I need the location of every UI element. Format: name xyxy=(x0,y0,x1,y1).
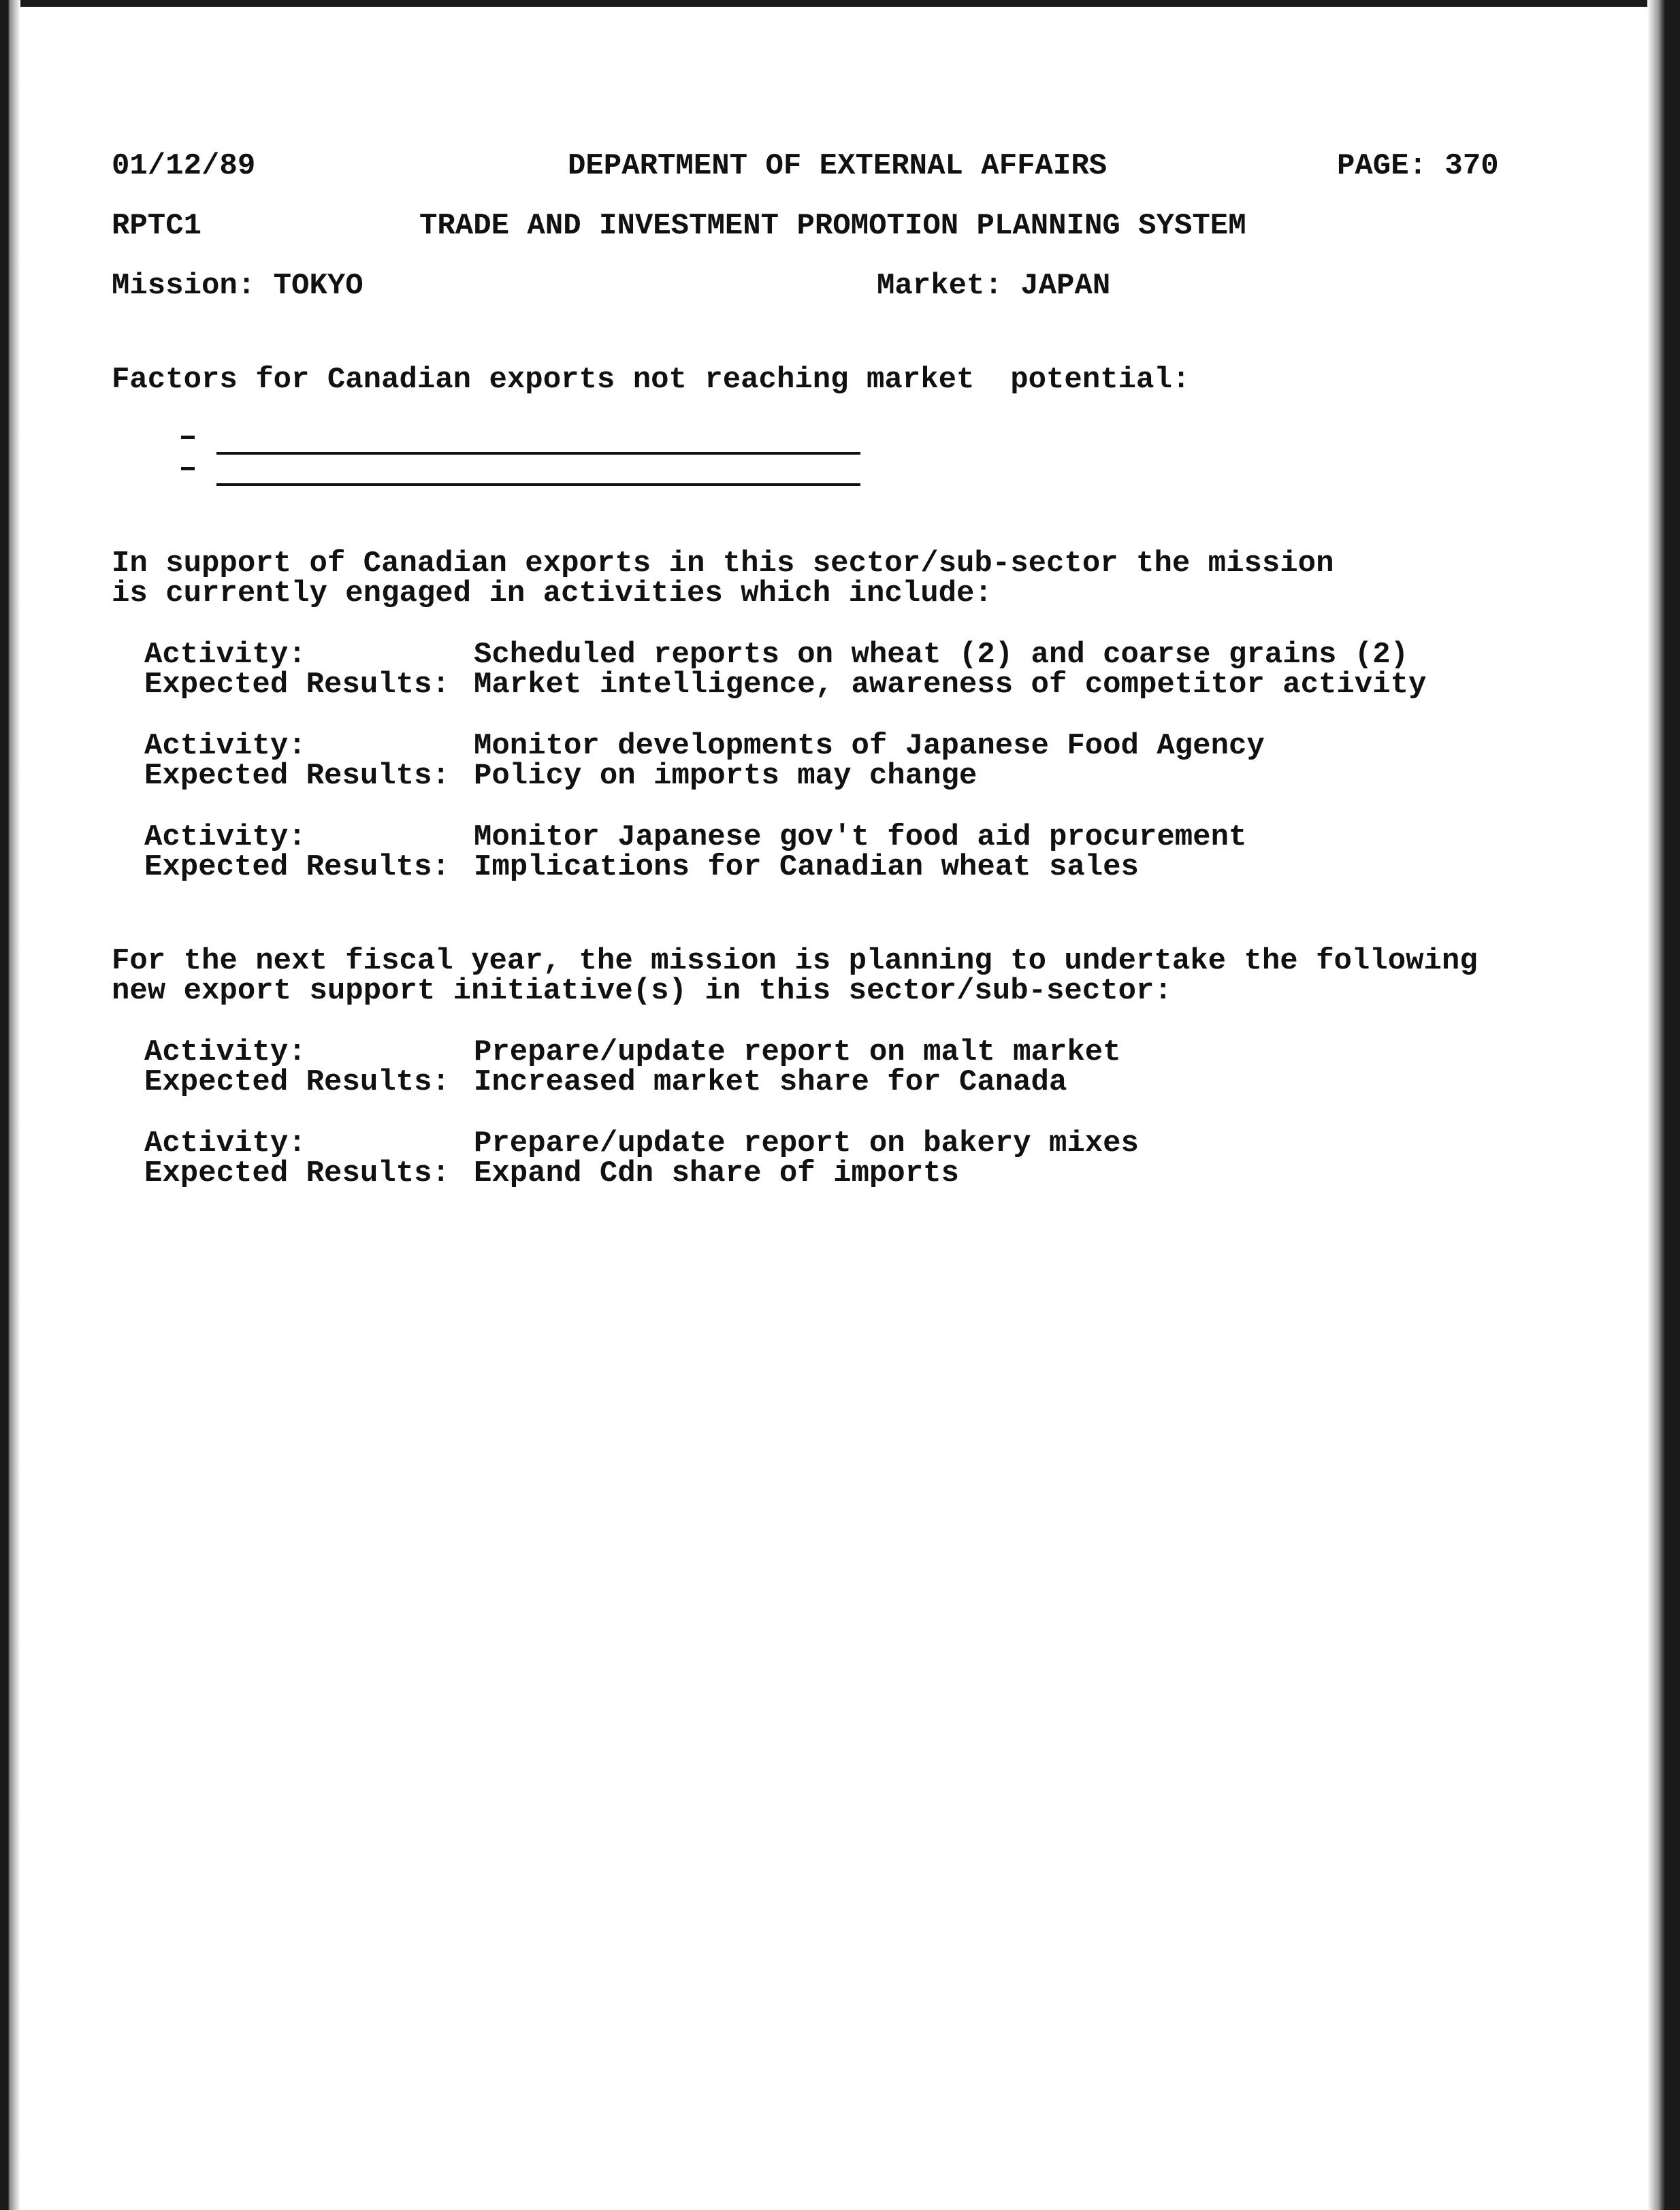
factor-blank-line-2 xyxy=(216,483,860,486)
mission-label: Mission: TOKYO xyxy=(112,269,364,303)
results-text: Increased market share for Canada xyxy=(474,1065,1067,1099)
factor-blank-line-1 xyxy=(216,452,860,455)
planned-intro-line-2: new export support initiative(s) in this sector/sub-sector: xyxy=(112,974,1172,1008)
activity-label: Activity: xyxy=(144,638,306,672)
department-title: DEPARTMENT OF EXTERNAL AFFAIRS xyxy=(568,149,1108,183)
scan-edge-left xyxy=(0,0,20,2210)
results-text: Expand Cdn share of imports xyxy=(474,1156,959,1190)
current-intro-line-1: In support of Canadian exports in this sector/sub-sector the mission xyxy=(112,547,1334,581)
current-intro-line-2: is currently engaged in activities which include: xyxy=(112,576,992,611)
activity-text: Prepare/update report on malt market xyxy=(474,1035,1121,1069)
activity-text: Monitor Japanese gov't food aid procurement xyxy=(474,820,1247,854)
activity-text: Prepare/update report on bakery mixes xyxy=(474,1126,1139,1160)
page-number: PAGE: 370 xyxy=(1337,149,1499,183)
activity-text: Monitor developments of Japanese Food Agency xyxy=(474,729,1265,763)
results-label: Expected Results: xyxy=(144,668,450,702)
scan-edge-right xyxy=(1647,0,1680,2210)
results-label: Expected Results: xyxy=(144,850,450,884)
market-label: Market: JAPAN xyxy=(877,269,1111,303)
results-text: Market intelligence, awareness of competitor activity xyxy=(474,668,1427,702)
activity-label: Activity: xyxy=(144,1035,306,1069)
results-text: Policy on imports may change xyxy=(474,759,978,793)
activity-label: Activity: xyxy=(144,820,306,854)
activity-text: Scheduled reports on wheat (2) and coarse grains (2) xyxy=(474,638,1409,672)
activity-label: Activity: xyxy=(144,729,306,763)
planned-intro-line-1: For the next fiscal year, the mission is planning to undertake the following xyxy=(112,944,1478,978)
factor-dash-2 xyxy=(181,467,195,470)
report-code: RPTC1 xyxy=(112,209,202,243)
factors-heading: Factors for Canadian exports not reaching market potential: xyxy=(112,363,1191,397)
report-date: 01/12/89 xyxy=(112,149,256,183)
scan-edge-top xyxy=(0,0,1680,7)
results-label: Expected Results: xyxy=(144,759,450,793)
system-title: TRADE AND INVESTMENT PROMOTION PLANNING SYSTEM xyxy=(419,209,1246,243)
activity-label: Activity: xyxy=(144,1126,306,1160)
results-label: Expected Results: xyxy=(144,1065,450,1099)
factor-dash-1 xyxy=(181,436,195,439)
results-label: Expected Results: xyxy=(144,1156,450,1190)
results-text: Implications for Canadian wheat sales xyxy=(474,850,1139,884)
